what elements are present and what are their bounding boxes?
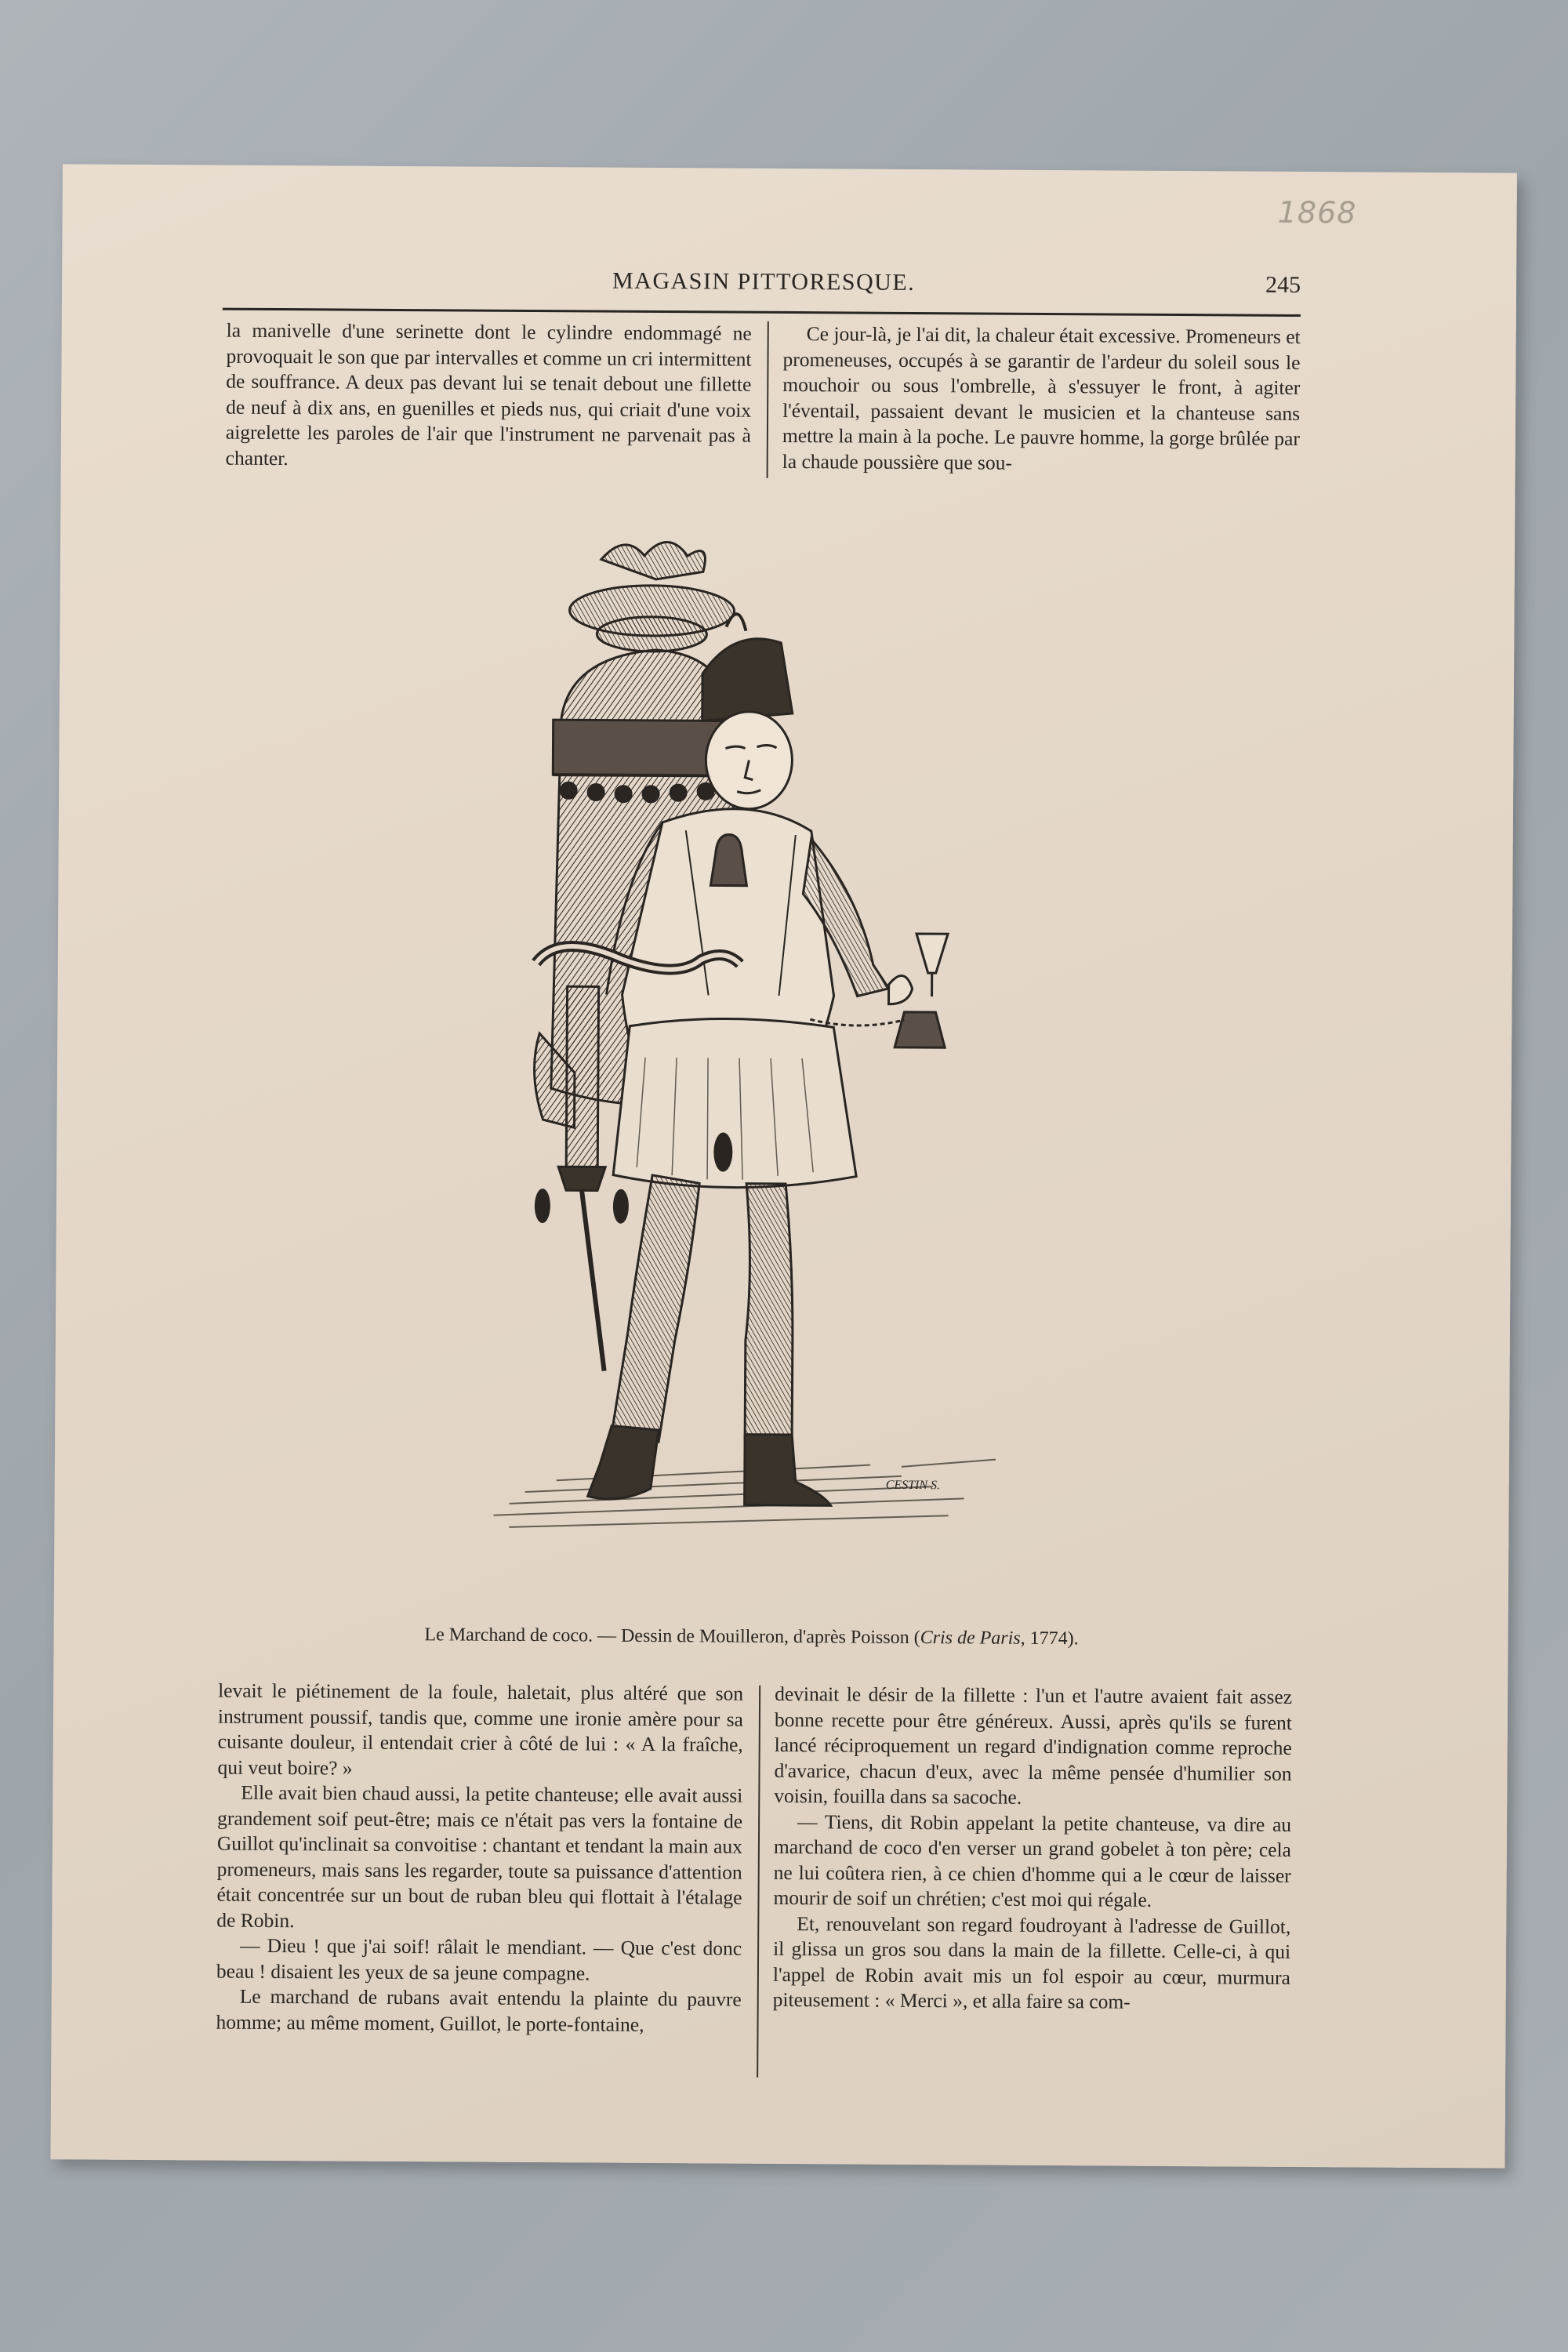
paragraph: la manivelle d'une serinette dont le cylindre endommagé ne provoquait le son que par intervalles et comme un cri intermittent de souffrance. A deux pas devant lui se tenait debout une fillette de neuf à dix ans, en guenilles et pieds nus, qui criait d'une voix aigrelette les paroles de l'air que l'instrument ne parvenait pas à chanter. (225, 318, 752, 470)
paragraph: Ce jour-là, je l'ai dit, la chaleur était excessive. Promeneurs et promeneuses, occupés à se garantir de l'ardeur du soleil sous le mouchoir ou sous l'ombrelle, à s'essuyer le front, à agiter l'éventail, passaient devant le musicien et la chanteuse sans mettre la main à la poche. Le pauvre homme, la gorge brûlée par la chaude poussière que sou- (782, 322, 1301, 474)
bottom-right-column (773, 1682, 1293, 2016)
engraver-signature: CESTIN S. (885, 1478, 941, 1493)
paragraph: Et, renouvelant son regard foudroyant à l'adresse de Guillot, il glissa un gros sou dans la main de la fillette. Celle-ci, à qui l'appel de Robin avait mis un fol espoir au cœur, murmura piteusement : « Merci », et alla faire sa com- (772, 1911, 1291, 2013)
paragraph: — Dieu ! que j'ai soif! râlait le mendiant. — Que c'est donc beau ! disaient les yeux de sa jeune compagne. (216, 1933, 742, 1984)
magazine-page (50, 164, 1517, 2168)
caption-italic: Cris de Paris (920, 1628, 1021, 1649)
figure-caption (210, 1624, 1292, 1651)
paragraph: Le marchand de rubans avait entendu la plainte du pauvre homme; au même moment, Guillot, le porte-fontaine, (216, 1984, 742, 2036)
paragraph: levait le piétinement de la foule, haletait, plus altéré que son instrument poussif, tandis que, comme une ironie amère pour sa cuisante douleur, il entendait crier à côté de lui : « A la fraîche, qui veut boire? » (217, 1679, 744, 1780)
column-divider (767, 321, 769, 478)
caption-end: , 1774). (1020, 1628, 1079, 1650)
paragraph: devinait le désir de la fillette : l'un et l'autre avaient fait assez bonne recette pour être généreux. Aussi, après qu'ils se furent lancé réciproquement un regard d'indignation comme reproche d'avarice, chacun d'eux, avec la même pensée d'humilier son voisin, fouilla dans sa sacoche. (774, 1682, 1293, 1809)
top-right-column (782, 321, 1301, 477)
page-number: 245 (1265, 271, 1301, 298)
column-divider (757, 1686, 760, 2078)
caption-main: Le Marchand de coco. — Dessin de Mouilleron, d'après Poisson ( (424, 1624, 920, 1649)
paragraph: Elle avait bien chaud aussi, la petite chanteuse; elle avait aussi grandement soif peut-être; mais ce n'était pas vers la fontaine de Guillot qu'inclinait sa convoitise : chantant et tendant la main aux promeneurs, mais sans les regarder, toute sa puissance d'attention était concentrée sur un bout de ruban bleu qui flottait à l'étalage de Robin. (216, 1780, 743, 1932)
engraving-coco-merchant-icon (462, 524, 1048, 1585)
top-left-column (226, 318, 752, 474)
bottom-left-column (216, 1679, 743, 2038)
page-header (227, 266, 1301, 311)
page-title: MAGASIN PITTORESQUE. (612, 267, 916, 296)
paragraph: — Tiens, dit Robin appelant la petite chanteuse, va dire au marchand de coco d'en verser un grand gobelet à ton père; cela ne lui coûtera rien, à ce chien d'homme qui a le cœur de laisser mourir de soif un chrétien; c'est moi qui régale. (773, 1809, 1292, 1911)
pencil-annotation: 1868 (1277, 194, 1357, 230)
